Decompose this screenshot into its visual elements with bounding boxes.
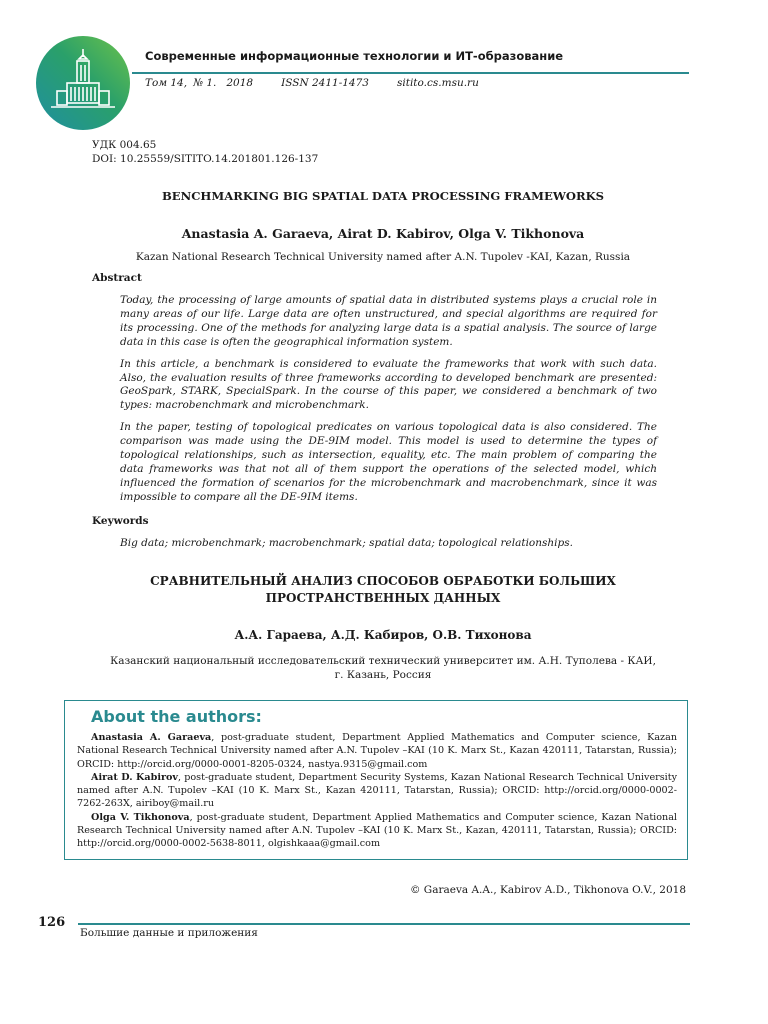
journal-issn: ISSN 2411-1473 (281, 77, 369, 89)
header-divider (132, 72, 689, 74)
affiliation-ru (92, 654, 674, 682)
abstract-heading: Abstract (92, 272, 142, 284)
udk-code: УДК 004.65 (92, 139, 157, 151)
author-bio-text: , post-graduate student, Department Security Systems, Kazan National Research Technical University named after A.N. Tupolev –KAI (10 K. Marx St., Kazan 420111, Tatarstan, Russia); ORCID: http://orcid.org/0000-0002-7262-263X, airiboy@mail.ru (77, 771, 677, 810)
journal-meta (145, 77, 507, 90)
journal-title: Современные информационные технологии и ИТ-образование (145, 49, 564, 63)
keywords-heading: Keywords (92, 515, 149, 527)
journal-volume: Том 14, (145, 77, 188, 89)
title-ru-line: ПРОСТРАНСТВЕННЫХ ДАННЫХ (265, 591, 501, 605)
author-bio-name: Anastasia A. Garaeva (91, 732, 212, 743)
copyright: © Garaeva A.A., Kabirov A.D., Tikhonova O.V., 2018 (409, 884, 686, 896)
about-authors-heading: About the authors: (91, 707, 262, 726)
footer-divider (78, 923, 690, 925)
author-bio (77, 771, 677, 811)
affiliation-en: Kazan National Research Technical University named after A.N. Tupolev -KAI, Kazan, Russia (135, 251, 631, 263)
abstract-paragraph: Today, the processing of large amounts of spatial data in distributed systems plays a crucial role in many areas of our life. Large data are often unstructured, and special algorithms are required for its processing. One of the methods for analyzing large data is a spatial analysis. The source of large data in this case is often the geographical information system. (120, 294, 657, 348)
page-number: 126 (38, 915, 66, 930)
article-title-en: BENCHMARKING BIG SPATIAL DATA PROCESSING FRAMEWORKS (161, 189, 605, 203)
author-bio-name: Airat D. Kabirov (91, 771, 178, 783)
author-bio (77, 731, 677, 771)
keywords: Big data; microbenchmark; macrobenchmark; spatial data; topological relationships. (120, 537, 573, 549)
authors-ru: А.А. Гараева, А.Д. Кабиров, О.В. Тихонова (234, 628, 532, 642)
author-bio-name: Olga V. Tikhonova (91, 811, 190, 823)
doi[interactable]: DOI: 10.25559/SITITO.14.201801.126-137 (92, 153, 319, 165)
abstract (120, 294, 657, 513)
journal-year: 2018 (226, 77, 254, 89)
abstract-paragraph: In this article, a benchmark is considered to evaluate the frameworks that work with such data. Also, the evaluation results of three frameworks according to developed benchmark are presented: GeoSpark, STARK, SpecialSpark. In the course of this paper, we considered a benchmark of two types: macrobenchmark and microbenchmark. (120, 357, 657, 412)
affiliation-ru-line: Казанский национальный исследовательский технический университет им. А.Н. Туполева - КАИ, (110, 655, 656, 667)
affiliation-ru-line: г. Казань, Россия (334, 669, 432, 681)
article-title-ru (92, 573, 674, 607)
footer-section-title: Большие данные и приложения (80, 927, 258, 939)
author-bio (77, 811, 677, 851)
abstract-paragraph: In the paper, testing of topological predicates on various topological data is also considered. The comparison was made using the DE-9IM model. This model is used to determine the types of topological relationships, such as intersection, equality, etc. The main problem of comparing the data frameworks was that not all of them support the operations of the selected model, which influenced the formation of scenarios for the microbenchmark and macrobenchmark, since it was impossible to compare all the DE-9IM items. (120, 421, 657, 503)
author-bio-text: , post-graduate student, Department Applied Mathematics and Computer science, Kazan National Research Technical University named after A.N. Tupolev –KAI (10 K. Marx St., Kazan 420111, Tatarstan, Russia); ORCID: http://orcid.org/0000-0001-8205-0324, nastya.9315@gmail.com (77, 732, 678, 770)
authors-en: Anastasia A. Garaeva, Airat D. Kabirov, Olga V. Tikhonova (181, 226, 585, 241)
about-authors-content (77, 705, 677, 851)
journal-site[interactable]: sitito.cs.msu.ru (396, 77, 479, 89)
journal-issue: № 1. (193, 77, 217, 89)
author-bio-text: , post-graduate student, Department Applied Mathematics and Computer science, Kazan National Research Technical University named after A.N. Tupolev –KAI (10 K. Marx St., Kazan, 420111, Tatarstan, Russia); ORCID: http://orcid.org/0000-0002-5638-8011, olgishkaaa@gmail.com (77, 811, 677, 850)
journal-logo-icon (35, 35, 131, 131)
title-ru-line: СРАВНИТЕЛЬНЫЙ АНАЛИЗ СПОСОБОВ ОБРАБОТКИ БОЛЬШИХ (150, 574, 616, 588)
